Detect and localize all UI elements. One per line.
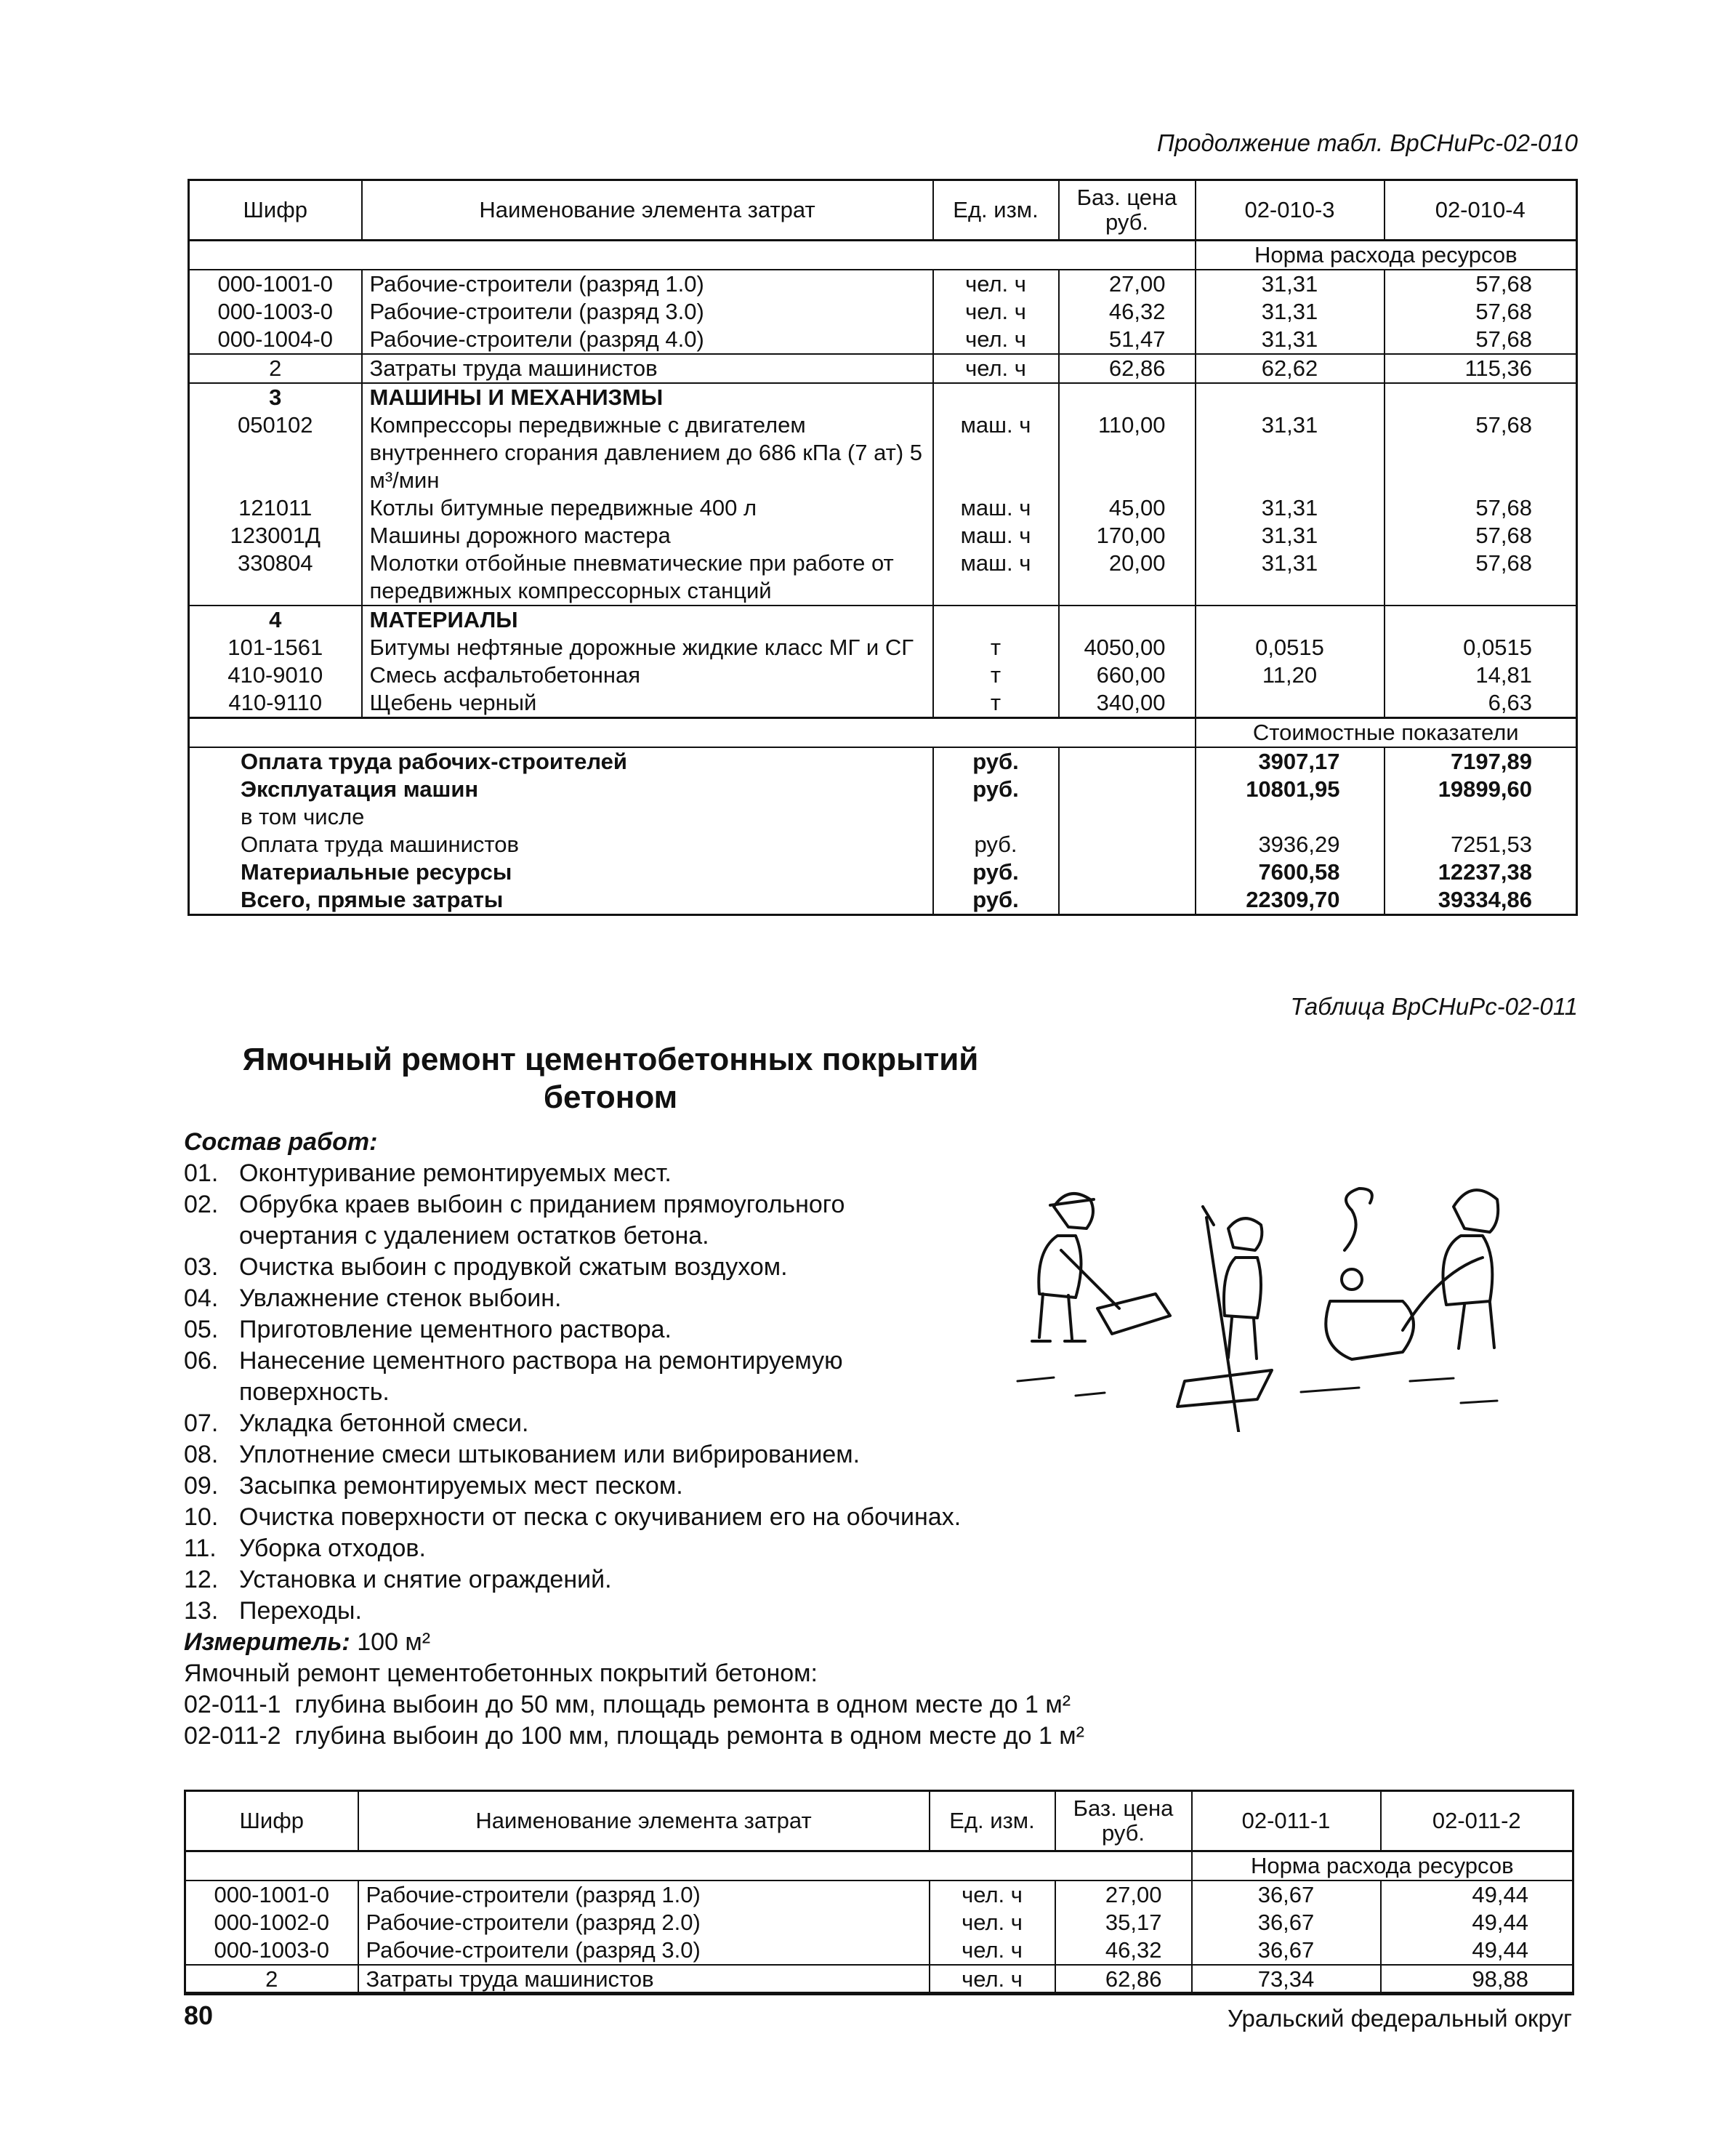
cost-v1: 3936,29 (1196, 831, 1385, 858)
col-variant-2: 02-011-2 (1381, 1791, 1573, 1851)
cell-v2: 115,36 (1385, 354, 1577, 383)
variant-code: 02-011-2 (184, 1722, 281, 1750)
cost-v1: 3907,17 (1196, 747, 1385, 776)
cell-v1: 0,0515 (1196, 634, 1385, 661)
item-num: 04. (184, 1284, 219, 1312)
cell-name: Щебень черный (362, 689, 933, 718)
table-row (189, 522, 1577, 550)
norm-label: Норма расхода ресурсов (1196, 241, 1577, 270)
cost-name: в том числе (241, 804, 365, 829)
col-name: Наименование элемента затрат (358, 1791, 930, 1851)
cell-v2: 14,81 (1385, 661, 1577, 689)
cell-code: 000-1004-0 (217, 326, 334, 352)
cell-v1: 36,67 (1192, 1936, 1381, 1965)
variant-code: 02-011-1 (184, 1691, 281, 1718)
cost-name: Материальные ресурсы (241, 859, 512, 885)
item-num: 10. (184, 1503, 219, 1531)
norm-label: Норма расхода ресурсов (1192, 1851, 1573, 1881)
cell-v2: 49,44 (1381, 1909, 1573, 1936)
col-unit: Ед. изм. (933, 180, 1059, 241)
cost-row (189, 747, 1577, 776)
cost-v2: 39334,86 (1385, 886, 1577, 915)
variant-text: глубина выбоин до 100 мм, площадь ремонта в одном месте до 1 м² (294, 1722, 1085, 1750)
cell-code: 330804 (238, 550, 313, 576)
cost-label: Стоимостные показатели (1196, 718, 1577, 748)
cost-row (189, 858, 1577, 886)
cost-unit: руб. (933, 886, 1059, 915)
section-row (189, 383, 1577, 411)
variant-text: глубина выбоин до 50 мм, площадь ремонта в одном месте до 1 м² (294, 1691, 1071, 1718)
cell-code: 000-1001-0 (214, 1882, 330, 1907)
table-header-row (185, 1791, 1573, 1851)
resource-table-02-011 (184, 1790, 1574, 1995)
footer-rule (184, 1992, 1572, 1994)
cell-v1: 11,20 (1196, 661, 1385, 689)
cell-price: 340,00 (1059, 689, 1196, 718)
item-text: Очистка поверхности от песка с окучиванием его на обочинах. (239, 1503, 962, 1531)
section-title-line-1: Ямочный ремонт цементобетонных покрытий (242, 1042, 979, 1077)
cell-v2: 49,44 (1381, 1936, 1573, 1965)
cell-name: Рабочие-строители (разряд 4.0) (362, 326, 933, 354)
cell-code: 123001Д (230, 523, 321, 548)
cell-name: Затраты труда машинистов (358, 1965, 930, 1995)
section-code: 3 (189, 383, 362, 411)
col-variant-1: 02-011-1 (1192, 1791, 1381, 1851)
cell-name: Рабочие-строители (разряд 3.0) (358, 1936, 930, 1965)
item-num: 08. (184, 1441, 219, 1468)
page-number: 80 (184, 2000, 214, 2030)
cost-name: Эксплуатация машин (241, 776, 479, 802)
cell-unit: маш. ч (933, 411, 1059, 494)
cell-unit: т (933, 634, 1059, 661)
cell-code: 000-1002-0 (214, 1910, 330, 1935)
section-code: 4 (189, 606, 362, 634)
item-num: 06. (184, 1347, 219, 1375)
item-text: Обрубка краев выбоин с приданием прямоугольного (239, 1191, 845, 1218)
meter-line (184, 1627, 1084, 1658)
cell-v1: 31,31 (1196, 326, 1385, 354)
col-name: Наименование элемента затрат (362, 180, 933, 241)
item-num: 11. (184, 1534, 217, 1562)
cell-price: 110,00 (1059, 411, 1196, 494)
cell-code: 000-1003-0 (214, 1937, 330, 1963)
list-item (184, 1283, 1084, 1314)
list-item (184, 1564, 1084, 1596)
cell-unit: чел. ч (930, 1965, 1055, 1995)
meter-value: 100 м² (357, 1628, 431, 1656)
cell-v1: 36,67 (1192, 1909, 1381, 1936)
road-workers-illustration (988, 1163, 1541, 1432)
cell-name: Рабочие-строители (разряд 2.0) (358, 1909, 930, 1936)
item-text: Увлажнение стенок выбоин. (239, 1284, 562, 1312)
cell-v1: 73,34 (1192, 1965, 1381, 1995)
col-code: Шифр (239, 1808, 304, 1833)
section-title-line-2: бетоном (543, 1079, 678, 1115)
cell-price: 660,00 (1059, 661, 1196, 689)
cell-name: Затраты труда машинистов (362, 354, 933, 383)
col-price: Баз. цена руб. (1059, 180, 1196, 241)
cost-v1: 7600,58 (1196, 858, 1385, 886)
cost-name: Оплата труда рабочих-строителей (241, 749, 627, 774)
item-text: Укладка бетонной смеси. (239, 1409, 529, 1437)
cell-v1: 62,62 (1196, 354, 1385, 383)
cell-name: Рабочие-строители (разряд 1.0) (358, 1881, 930, 1909)
table-caption: Таблица ВрСНиРс-02-011 (1290, 993, 1578, 1020)
list-item (184, 1189, 1084, 1220)
table-header-row (189, 180, 1577, 241)
table-row (185, 1881, 1573, 1909)
table-row (185, 1965, 1573, 1995)
cell-unit: чел. ч (933, 298, 1059, 326)
cell-code: 2 (189, 354, 362, 383)
norm-label-row (185, 1851, 1573, 1881)
table-row (185, 1936, 1573, 1965)
item-num: 03. (184, 1253, 219, 1281)
cell-v1: 31,31 (1196, 550, 1385, 606)
cell-name: Битумы нефтяные дорожные жидкие класс МГ и СГ (362, 634, 933, 661)
item-text: Нанесение цементного раствора на ремонтируемую (239, 1347, 843, 1375)
cell-v2: 98,88 (1381, 1965, 1573, 1995)
section-title (182, 1041, 1039, 1117)
cell-name: Котлы битумные передвижные 400 л (362, 494, 933, 522)
cell-price: 35,17 (1055, 1909, 1192, 1936)
item-text: Оконтуривание ремонтируемых мест. (239, 1159, 672, 1187)
item-text: Очистка выбоин с продувкой сжатым воздухом. (239, 1253, 788, 1281)
cell-code: 121011 (238, 495, 313, 520)
cell-v2: 57,68 (1385, 411, 1577, 494)
cell-code: 000-1003-0 (217, 299, 334, 324)
cost-unit: руб. (933, 776, 1059, 803)
cell-v2: 57,68 (1385, 298, 1577, 326)
cell-price: 20,00 (1059, 550, 1196, 606)
cell-v1: 31,31 (1196, 270, 1385, 298)
cell-unit: чел. ч (930, 1909, 1055, 1936)
works-block (184, 1127, 1084, 1752)
labor-rows (189, 270, 1577, 354)
cell-price: 170,00 (1059, 522, 1196, 550)
list-item (184, 1252, 1084, 1283)
list-item (184, 1158, 1084, 1189)
table-row (189, 689, 1577, 718)
cost-row (189, 776, 1577, 803)
cell-price: 27,00 (1055, 1881, 1192, 1909)
item-text: Засыпка ремонтируемых мест песком. (239, 1472, 683, 1500)
col-code: Шифр (243, 197, 307, 222)
cell-code: 2 (185, 1965, 358, 1995)
cell-unit: т (933, 689, 1059, 718)
cost-v2: 7197,89 (1385, 747, 1577, 776)
table-row (189, 494, 1577, 522)
cost-name: Всего, прямые затраты (241, 887, 504, 912)
table-row (189, 298, 1577, 326)
cell-v2: 57,68 (1385, 270, 1577, 298)
list-item (184, 1533, 1084, 1564)
cost-row (189, 803, 1577, 831)
item-num: 07. (184, 1409, 219, 1437)
table-row (189, 550, 1577, 606)
cell-v1: 31,31 (1196, 494, 1385, 522)
cell-code: 410-9010 (227, 662, 323, 688)
variant-line (184, 1721, 1084, 1752)
item-text: Уплотнение смеси штыкованием или вибрированием. (239, 1441, 861, 1468)
section-title: МАШИНЫ И МЕХАНИЗМЫ (362, 383, 933, 411)
cost-v2: 12237,38 (1385, 858, 1577, 886)
cell-v2: 57,68 (1385, 550, 1577, 606)
variant-line (184, 1689, 1084, 1721)
cell-v2: 49,44 (1381, 1881, 1573, 1909)
cell-name: Рабочие-строители (разряд 1.0) (362, 270, 933, 298)
cell-unit: чел. ч (930, 1881, 1055, 1909)
cell-unit: чел. ч (933, 326, 1059, 354)
table-row (189, 634, 1577, 661)
cell-price: 46,32 (1059, 298, 1196, 326)
list-item-continuation: поверхность. (239, 1378, 390, 1406)
cell-name: Компрессоры передвижные с двигателем внутреннего сгорания давлением до 686 кПа (7 ат) 5 м³/мин (362, 411, 933, 494)
cost-v2: 19899,60 (1385, 776, 1577, 803)
item-num: 13. (184, 1597, 219, 1625)
cell-v2: 6,63 (1385, 689, 1577, 718)
table-row (189, 354, 1577, 383)
list-item (184, 1408, 1084, 1439)
col-variant-1: 02-010-3 (1196, 180, 1385, 241)
item-text: Уборка отходов. (239, 1534, 426, 1562)
cell-price: 27,00 (1059, 270, 1196, 298)
cell-v2: 57,68 (1385, 326, 1577, 354)
col-price: Баз. цена руб. (1055, 1791, 1192, 1851)
cell-name: Молотки отбойные пневматические при работе от передвижных компрессорных станций (362, 550, 933, 606)
col-variant-2: 02-010-4 (1385, 180, 1577, 241)
cell-unit: чел. ч (933, 354, 1059, 383)
table-row (189, 411, 1577, 494)
cell-v2: 57,68 (1385, 522, 1577, 550)
cell-name: Рабочие-строители (разряд 3.0) (362, 298, 933, 326)
table-row (189, 270, 1577, 298)
section-title: МАТЕРИАЛЫ (362, 606, 933, 634)
cell-v1 (1196, 689, 1385, 718)
cost-name: Оплата труда машинистов (241, 832, 519, 857)
list-item (184, 1439, 1084, 1471)
resource-table-02-010 (188, 179, 1578, 916)
cell-price: 4050,00 (1059, 634, 1196, 661)
cell-code: 410-9110 (228, 690, 323, 715)
table-row (185, 1909, 1573, 1936)
cell-v2: 57,68 (1385, 494, 1577, 522)
cell-unit: маш. ч (933, 494, 1059, 522)
continuation-caption: Продолжение табл. ВрСНиРс-02-010 (1156, 129, 1578, 156)
cell-code: 000-1001-0 (217, 271, 334, 297)
item-num: 05. (184, 1316, 219, 1343)
list-item (184, 1346, 1084, 1377)
meter-label: Измеритель: (184, 1628, 350, 1656)
cost-row (189, 831, 1577, 858)
cost-v2: 7251,53 (1385, 831, 1577, 858)
cost-row (189, 886, 1577, 915)
list-item (184, 1314, 1084, 1346)
cell-v1: 36,67 (1192, 1881, 1381, 1909)
cell-unit: чел. ч (933, 270, 1059, 298)
table-row (189, 326, 1577, 354)
description: Ямочный ремонт цементобетонных покрытий бетоном: (184, 1660, 818, 1687)
cost-unit: руб. (933, 831, 1059, 858)
cell-v2: 0,0515 (1385, 634, 1577, 661)
section-row (189, 606, 1577, 634)
list-item (184, 1502, 1084, 1533)
cell-code: 101-1561 (227, 635, 323, 660)
item-text: Переходы. (239, 1597, 362, 1625)
table-row (189, 661, 1577, 689)
cost-label-row (189, 718, 1577, 748)
list-item-continuation: очертания с удалением остатков бетона. (239, 1222, 709, 1250)
cell-v1: 31,31 (1196, 298, 1385, 326)
cost-v1: 10801,95 (1196, 776, 1385, 803)
cell-v1: 31,31 (1196, 411, 1385, 494)
cell-unit: маш. ч (933, 522, 1059, 550)
cost-unit: руб. (933, 747, 1059, 776)
cell-unit: маш. ч (933, 550, 1059, 606)
cell-price: 62,86 (1059, 354, 1196, 383)
cell-name: Смесь асфальтобетонная (362, 661, 933, 689)
item-text: Установка и снятие ограждений. (239, 1566, 612, 1593)
col-unit: Ед. изм. (930, 1791, 1055, 1851)
item-num: 12. (184, 1566, 219, 1593)
cost-v1: 22309,70 (1196, 886, 1385, 915)
norm-label-row (189, 241, 1577, 270)
item-text: Приготовление цементного раствора. (239, 1316, 672, 1343)
cell-price: 62,86 (1055, 1965, 1192, 1995)
cell-unit: т (933, 661, 1059, 689)
item-num: 01. (184, 1159, 219, 1187)
cell-price: 45,00 (1059, 494, 1196, 522)
cell-v1: 31,31 (1196, 522, 1385, 550)
works-label: Состав работ: (184, 1128, 378, 1156)
list-item (184, 1596, 1084, 1627)
footer-region: Уральский федеральный округ (1227, 2005, 1572, 2032)
cell-unit: чел. ч (930, 1936, 1055, 1965)
cell-name: Машины дорожного мастера (362, 522, 933, 550)
cell-price: 46,32 (1055, 1936, 1192, 1965)
cell-code: 050102 (238, 412, 313, 438)
cell-price: 51,47 (1059, 326, 1196, 354)
cost-unit: руб. (933, 858, 1059, 886)
list-item (184, 1471, 1084, 1502)
item-num: 09. (184, 1472, 219, 1500)
item-num: 02. (184, 1191, 219, 1218)
